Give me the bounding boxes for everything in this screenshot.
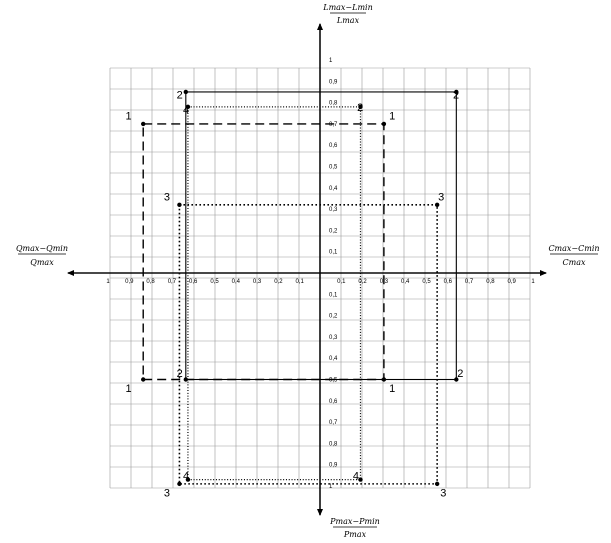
point-label: 1: [125, 110, 132, 123]
tick-label-up: 0,1: [329, 249, 338, 256]
tick-label-down: 0,2: [329, 313, 338, 320]
axis-label-bottom-numerator: Pmax−Pmin: [330, 517, 380, 526]
polygon-2-vertex: [184, 90, 188, 94]
tick-label-right: 0,4: [401, 279, 410, 285]
tick-label-down: 0,8: [329, 441, 338, 448]
polygon-3: [176, 205, 437, 484]
polygon-1-vertex: [141, 377, 145, 381]
tick-label-down: 0,1: [329, 292, 338, 299]
tick-label-down: 0,4: [329, 356, 338, 363]
point-label: 2: [457, 368, 464, 381]
tick-label-up: 0,3: [329, 207, 338, 214]
tick-label-down: 0,9: [329, 462, 338, 469]
axis-label-bottom: [329, 517, 380, 539]
tick-label-up: 0,8: [329, 100, 338, 107]
tick-label-left: 0,5: [210, 279, 219, 285]
axis-label-right: [548, 244, 599, 267]
polygon-1-vertex: [382, 122, 386, 126]
axis-label-top-numerator: Lmax−Lmin: [323, 3, 373, 12]
axis-label-top: [322, 3, 373, 25]
tick-label-up: 0,6: [329, 143, 338, 150]
point-label: 2: [452, 89, 460, 102]
tick-label-up: 0,9: [329, 79, 338, 86]
point-label: 2: [357, 102, 364, 115]
tick-label-left: 0,6: [189, 279, 198, 285]
tick-label-right: 0,7: [464, 279, 474, 285]
point-label: 3: [440, 487, 447, 500]
tick-label-left: 0,4: [231, 279, 240, 285]
axis-label-left-numerator: Qmax−Qmin: [16, 244, 68, 253]
axis-label-left: [16, 244, 68, 267]
tick-label-right: 0,1: [337, 279, 346, 285]
tick-label-left: 1: [106, 279, 110, 285]
tick-label-down: 0,3: [329, 334, 338, 341]
point-label: 1: [389, 383, 396, 396]
polygon-1-vertex: [141, 122, 145, 126]
tick-label-right: 0,8: [486, 279, 495, 285]
axis-label-left-denominator: Qmax: [30, 258, 54, 267]
tick-label-down: 0,6: [329, 398, 338, 405]
tick-label-right: 0,9: [507, 279, 516, 285]
point-label: 3: [163, 487, 170, 500]
tick-label-left: 0,3: [252, 279, 262, 285]
point-label: 3: [438, 191, 445, 204]
axis-label-right-numerator: Cmax−Cmin: [548, 244, 600, 253]
tick-label-left: 0,8: [146, 279, 155, 285]
tick-label-down: 0,5: [329, 377, 338, 384]
point-label: 2: [176, 368, 183, 381]
point-label: 1: [389, 110, 396, 123]
tick-label-right: 1: [531, 279, 535, 285]
polygon-3-vertex: [177, 203, 181, 207]
point-label: 1: [125, 383, 132, 396]
tick-label-up: 1: [329, 58, 333, 64]
point-label: 2: [176, 89, 183, 102]
tick-label-up: 0,2: [329, 228, 338, 235]
axis-label-bottom-denominator: Pmax: [343, 530, 367, 539]
polygons: [141, 90, 459, 486]
tick-label-down: 1: [329, 484, 333, 490]
axes: [68, 24, 546, 515]
tick-label-right: 0,5: [422, 279, 431, 285]
polygon-3-vertex: [435, 482, 439, 486]
tick-label-right: 0,3: [379, 279, 389, 285]
point-label: 4: [183, 470, 190, 483]
point-label: 4: [183, 104, 190, 117]
polygon-3-vertex: [177, 482, 181, 486]
axis-label-right-denominator: Cmax: [562, 258, 586, 267]
axis-label-top-denominator: Lmax: [336, 16, 360, 25]
point-label: 4: [352, 470, 360, 483]
tick-label-left: 0,9: [125, 279, 134, 285]
tick-label-up: 0,5: [329, 164, 338, 171]
tick-label-left: 0,7: [167, 279, 177, 285]
tick-label-left: 0,1: [295, 279, 304, 285]
tick-label-left: 0,2: [274, 279, 283, 285]
tick-label-right: 0,2: [358, 279, 367, 285]
tick-label-right: 0,6: [443, 279, 452, 285]
point-label: 3: [163, 191, 170, 204]
point-labels: [125, 89, 463, 499]
tick-label-down: 0,7: [329, 420, 338, 427]
tick-label-up: 0,4: [329, 185, 338, 192]
tick-label-up: 0,7: [329, 121, 338, 128]
